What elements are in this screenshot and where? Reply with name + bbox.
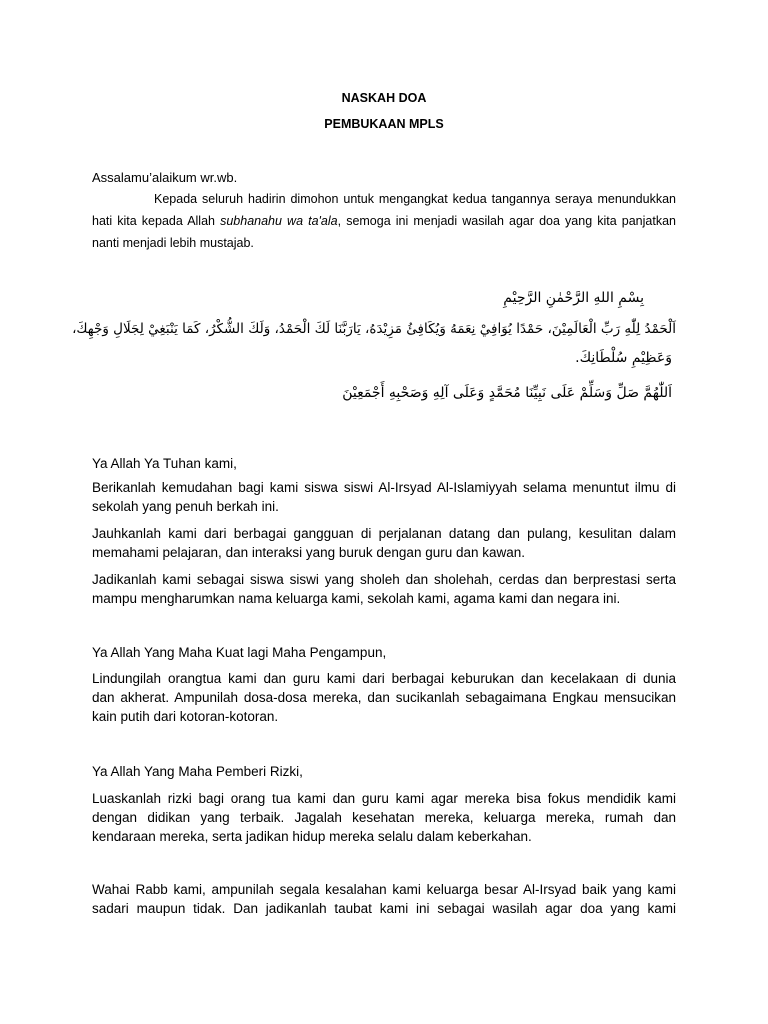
section-3-heading: Ya Allah Yang Maha Pemberi Rizki, — [92, 764, 303, 779]
section-1-para-1-line-1: Berikanlah kemudahan bagi kami siswa siswi Al-Irsyad Al-Islamiyyah selama menuntut ilmu di — [92, 480, 676, 495]
section-1-para-3-line-2: mampu mengharumkan nama keluarga kami, sekolah kami, agama kami dan negara ini. — [92, 591, 621, 606]
intro-line-1: Kepada seluruh hadirin dimohon untuk mengangkat kedua tangannya seraya menundukkan — [154, 192, 676, 206]
intro-line-2-end: , semoga ini menjadi wasilah agar doa yang kita panjatkan — [337, 214, 676, 228]
section-1-para-2-line-1: Jauhkanlah kami dari berbagai gangguan di perjalanan datang dan pulang, kesulitan dalam — [92, 526, 676, 541]
intro-line-2 — [92, 212, 676, 231]
section-3-para-1-line-1: Luaskanlah rizki bagi orang tua kami dan guru kami agar mereka bisa fokus mendidik kami — [92, 791, 676, 806]
section-4-para-1-line-2: sadari maupun tidak. Dan jadikanlah taubat kami ini sebagai wasilah agar doa yang kami — [92, 901, 676, 916]
section-1-para-1-line-2: sekolah yang penuh berkah ini. — [92, 499, 279, 514]
intro-line-3: nanti menjadi lebih mustajab. — [92, 236, 254, 250]
section-2-para-1-line-1: Lindungilah orangtua kami dan guru kami dari berbagai keburukan dan kecelakaan di dunia — [92, 671, 676, 686]
section-3-para-1-line-3: kendaraan mereka, serta jadikan hidup mereka selalu dalam keberkahan. — [92, 829, 532, 844]
arabic-hamdalah-line-2: وَعَظِيْمِ سُلْطَانِكَ. — [575, 350, 672, 366]
intro-line-2-start: hati kita kepada Allah — [92, 214, 221, 228]
section-1-para-3-line-1: Jadikanlah kami sebagai siswa siswi yang sholeh dan sholehah, cerdas dan berprestasi serta — [92, 572, 676, 587]
arabic-shalawat: اَللّٰهُمَّ صَلِّ وَسَلِّمْ عَلَى نَبِيِّنَا مُحَمَّدٍ وَعَلَى آلِهِ وَصَحْبِهِ أَجْمَعِيْنَ — [342, 385, 672, 401]
greeting: Assalamu’alaikum wr.wb. — [92, 170, 238, 185]
section-2-para-1-line-3: kain putih dari kotoran-kotoran. — [92, 709, 279, 724]
arabic-basmalah: بِسْمِ اللهِ الرَّحْمٰنِ الرَّحِيْمِ — [503, 290, 644, 306]
section-1-heading: Ya Allah Ya Tuhan kami, — [92, 456, 237, 471]
document-title: NASKAH DOA — [341, 91, 427, 105]
section-4-para-1-line-1: Wahai Rabb kami, ampunilah segala kesalahan kami keluarga besar Al-Irsyad baik yang kami — [92, 882, 676, 897]
section-2-para-1-line-2: dan akherat. Ampunilah dosa-dosa mereka, dan sucikanlah sebagaimana Engkau mensucikan — [92, 690, 676, 705]
arabic-hamdalah-line-1: اَلْحَمْدُ لِلّٰهِ رَبِّ الْعَالَمِيْنَ، حَمْدًا يُوَافِيْ نِعَمَهُ وَيُكَافِئُ مَزِيْدَهُ، يَارَبَّنَا لَكَ الْحَمْدُ، وَلَكَ الشُّكْرُ، كَمَا يَنْبَغِيْ لِجَلَالِ وَجْهِكَ، — [72, 321, 676, 337]
document-subtitle: PEMBUKAAN MPLS — [324, 117, 444, 131]
section-3-para-1-line-2: dengan didikan yang terbaik. Jagalah kesehatan mereka, keluarga mereka, rumah dan — [92, 810, 676, 825]
intro-line-2-italic: subhanahu wa ta'ala — [220, 214, 338, 228]
section-2-heading: Ya Allah Yang Maha Kuat lagi Maha Pengampun, — [92, 645, 387, 660]
section-1-para-2-line-2: memahami pelajaran, dan interaksi yang buruk dengan guru dan kawan. — [92, 545, 526, 560]
